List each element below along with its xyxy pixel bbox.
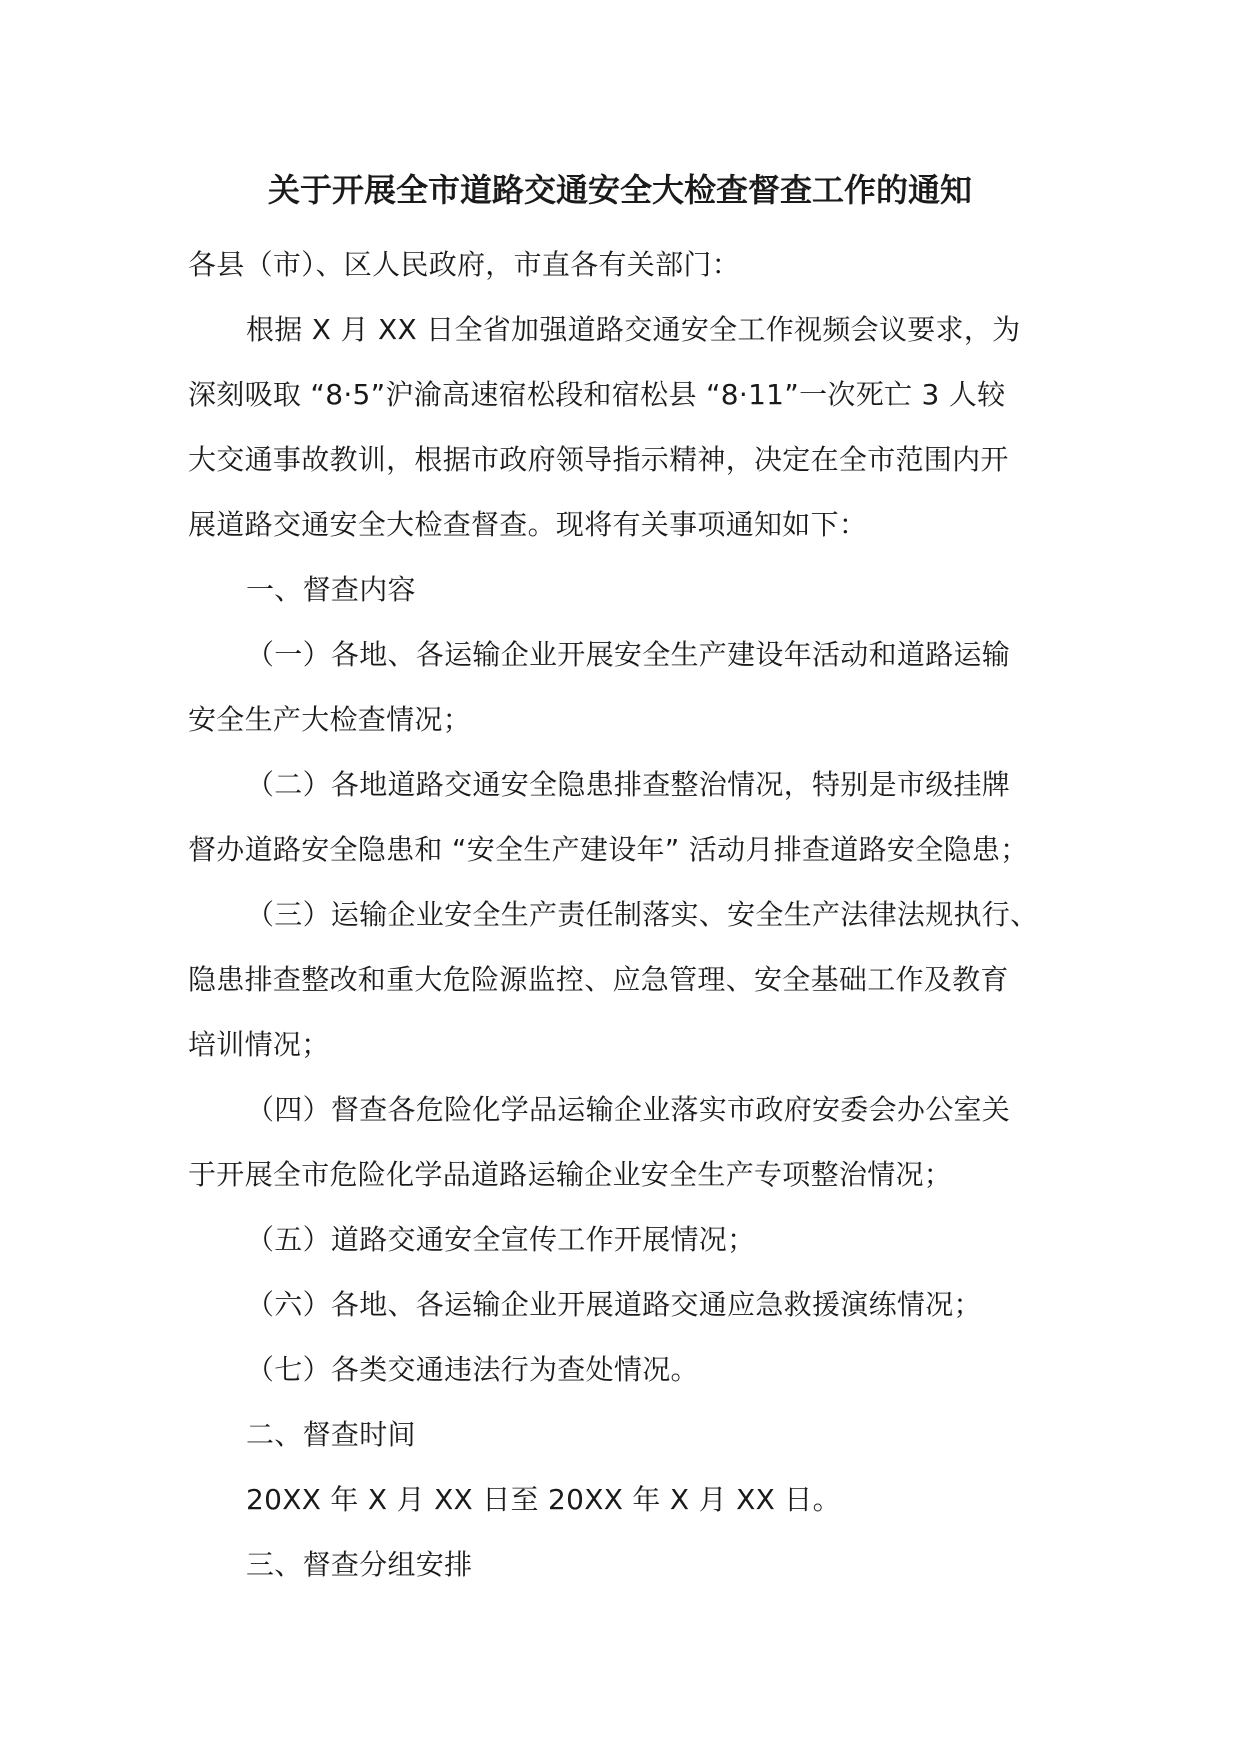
text-line: 于开展全市危险化学品道路运输企业安全生产专项整治情况； (188, 1158, 953, 1191)
text-line: 根据 X 月 XX 日全省加强道路交通安全工作视频会议要求，为 (246, 313, 1021, 346)
text-line: 二、督查时间 (246, 1418, 416, 1451)
text-line: 培训情况； (188, 1028, 330, 1061)
text-line: 安全生产大检查情况； (188, 703, 472, 736)
text-line: 各县（市）、区人民政府，市直各有关部门： (188, 248, 741, 281)
text-line: 督办道路安全隐患和 “安全生产建设年” 活动月排查道路安全隐患； (188, 833, 1029, 866)
text-line: 隐患排查整改和重大危险源监控、应急管理、安全基础工作及教育 (188, 963, 1009, 996)
text-line: 展道路交通安全大检查督查。现将有关事项通知如下： (188, 508, 868, 541)
text-line: （五）道路交通安全宣传工作开展情况； (246, 1223, 756, 1256)
text-line: 深刻吸取 “8·5”沪渝高速宿松段和宿松县 “8·11”一次死亡 3 人较 (188, 378, 1006, 411)
text-line: 大交通事故教训，根据市政府领导指示精神，决定在全市范围内开 (188, 443, 1009, 476)
text-line: （一）各地、各运输企业开展安全生产建设年活动和道路运输 (246, 638, 1011, 671)
document-title: 关于开展全市道路交通安全大检查督查工作的通知 (267, 171, 972, 209)
text-line: 20XX 年 X 月 XX 日至 20XX 年 X 月 XX 日。 (246, 1483, 841, 1516)
text-line: （六）各地、各运输企业开展道路交通应急救援演练情况； (246, 1288, 982, 1321)
text-line: （四）督查各危险化学品运输企业落实市政府安委会办公室关 (246, 1093, 1011, 1126)
text-line: （七）各类交通违法行为查处情况。 (246, 1353, 699, 1386)
text-line: （二）各地道路交通安全隐患排查整治情况，特别是市级挂牌 (246, 768, 1011, 801)
text-line: 一、督查内容 (246, 573, 416, 606)
document-body (188, 232, 1088, 1597)
text-line: 三、督查分组安排 (246, 1548, 473, 1581)
text-line: （三）运输企业安全生产责任制落实、安全生产法律法规执行、 (246, 898, 1039, 931)
